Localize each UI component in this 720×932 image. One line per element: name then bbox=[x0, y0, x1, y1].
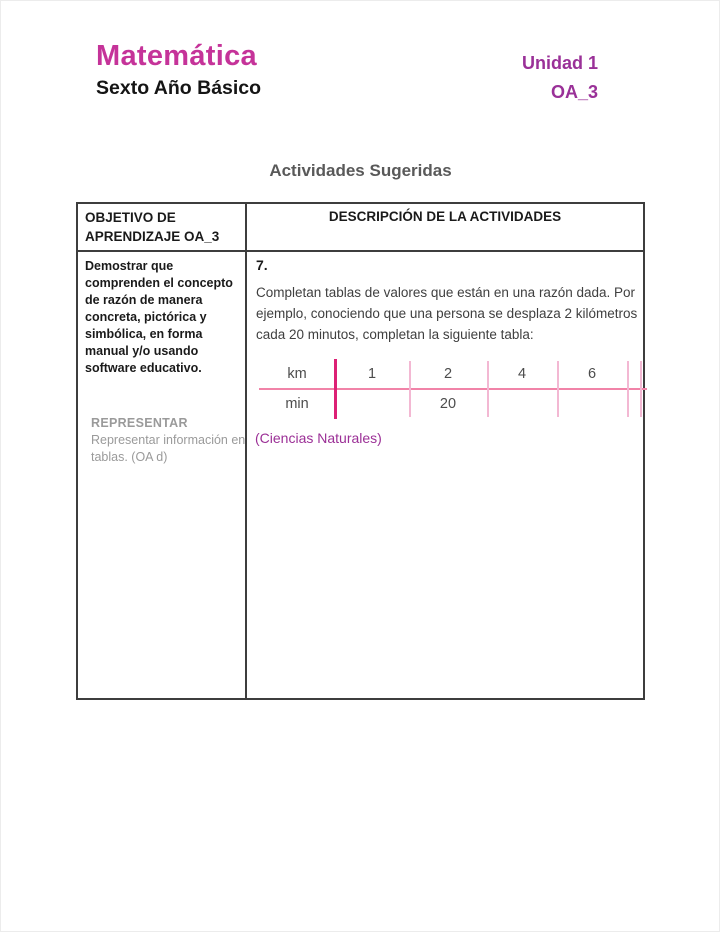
oa-label: OA_3 bbox=[550, 82, 598, 102]
km-value: 6 bbox=[587, 366, 597, 382]
activity-description: Completan tablas de valores que están en una razón dada. Por ejemplo, conociendo que una persona se desplaza 2 kilómetros cada 20 minutos, completan la siguiente tabla: bbox=[256, 285, 638, 342]
empty-cell bbox=[627, 359, 640, 389]
empty-cell bbox=[627, 389, 640, 419]
km-value: 2 bbox=[443, 366, 453, 382]
activities-table bbox=[76, 202, 645, 700]
ratio-table-rows bbox=[259, 359, 647, 419]
represent-text: Representar información en tablas. (OA d) bbox=[91, 433, 246, 464]
represent-heading: REPRESENTAR bbox=[91, 416, 188, 430]
page-subtitle: Sexto Año Básico bbox=[96, 77, 262, 99]
activity-number: 7. bbox=[256, 257, 268, 273]
objective-cell bbox=[78, 252, 247, 698]
unit-label: Unidad 1 bbox=[521, 53, 598, 73]
represent-block bbox=[91, 415, 247, 466]
km-value: 4 bbox=[517, 366, 527, 382]
header-left bbox=[96, 40, 261, 100]
objective-text: Demostrar que comprenden el concepto de razón de manera concreta, pictórica y simbólica, en forma manual y/o usando software educativo. bbox=[85, 259, 233, 375]
subject-note: (Ciencias Naturales) bbox=[255, 430, 382, 446]
ratio-table-row-min bbox=[259, 389, 647, 419]
ratio-table-row-km bbox=[259, 359, 647, 389]
table-header-row bbox=[78, 204, 643, 252]
column-header-objective: OBJETIVO DE APRENDIZAJE OA_3 bbox=[78, 204, 247, 250]
header-right bbox=[522, 49, 598, 107]
km-value: 1 bbox=[367, 366, 377, 382]
page-title: Matemática bbox=[96, 40, 257, 72]
activity-cell bbox=[247, 252, 643, 698]
ratio-table bbox=[259, 359, 647, 419]
row-label-km: km bbox=[287, 366, 307, 382]
min-value bbox=[487, 389, 557, 419]
min-value bbox=[335, 389, 409, 419]
row-label-min: min bbox=[285, 396, 309, 412]
column-header-description: DESCRIPCIÓN DE LA ACTIVIDADES bbox=[328, 209, 562, 224]
table-body-row bbox=[78, 252, 643, 698]
min-value bbox=[557, 389, 627, 419]
section-title: Actividades Sugeridas bbox=[269, 161, 452, 180]
min-value: 20 bbox=[439, 396, 457, 412]
